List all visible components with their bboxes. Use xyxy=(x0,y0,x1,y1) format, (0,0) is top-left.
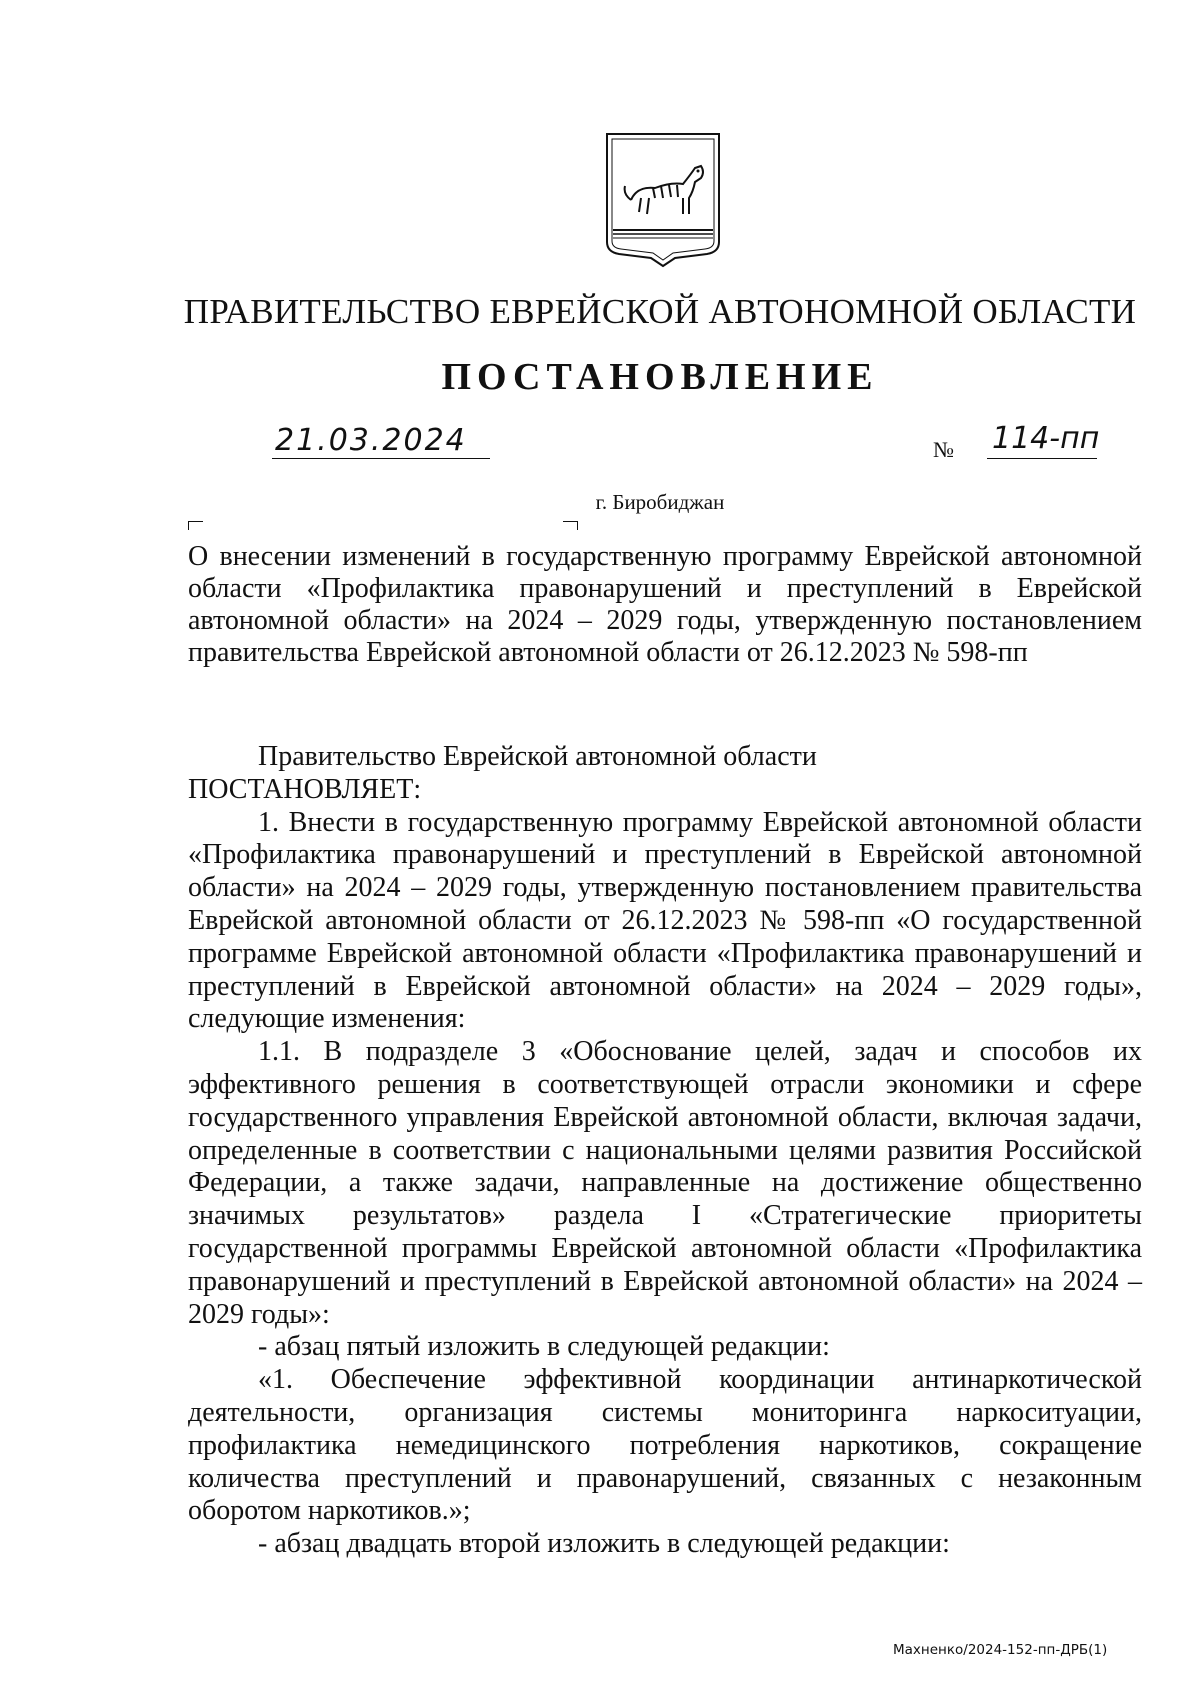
body-paragraph-quote: «1. Обеспечение эффективной координации антинаркотической деятельности, организация системы мониторинга наркоситуации, профилактика немедицинского потребления наркотиков, сокращение количества преступлений и правонарушений, связанных с незаконным оборотом наркотиков.»; xyxy=(188,1364,1142,1527)
number-label: № xyxy=(933,437,954,462)
subject-corner-right xyxy=(563,521,578,530)
body-intro: Правительство Еврейской автономной области xyxy=(258,741,817,772)
document-body xyxy=(188,741,1142,1561)
body-resolves: ПОСТАНОВЛЯЕТ: xyxy=(188,773,422,805)
subject-corner-left xyxy=(188,521,203,530)
number-underline xyxy=(987,458,1097,459)
document-number: 114-пп xyxy=(992,421,1100,456)
body-paragraph-twenty-second: - абзац двадцать второй изложить в следующей редакции: xyxy=(258,1528,950,1560)
document-date: 21.03.2024 xyxy=(275,423,467,458)
government-title: ПРАВИТЕЛЬСТВО ЕВРЕЙСКОЙ АВТОНОМНОЙ ОБЛАСТИ xyxy=(183,292,1137,331)
document-type-title: ПОСТАНОВЛЕНИЕ xyxy=(441,356,879,398)
document-city: г. Биробиджан xyxy=(595,490,725,514)
document-subject: О внесении изменений в государственную программу Еврейской автономной области «Профилактика правонарушений и преступлений в Еврейской автономной области» на 2024 – 2029 годы, утвержденную постановлением правительства Еврейской автономной области от 26.12.2023 № 598-пп xyxy=(188,541,1142,668)
footer-reference: Махненко/2024-152-пп-ДРБ(1) xyxy=(893,1642,1108,1658)
date-underline xyxy=(272,458,490,459)
body-paragraph-1-1: 1.1. В подразделе 3 «Обоснование целей, задач и способов их эффективного решения в соответствующей отрасли экономики и сфере государственного управления Еврейской автономной области, включая задачи, определенные в соответствии с национальными целями развития Российской Федерации, а также задачи, направленные на достижение общественно значимых результатов» раздела I «Стратегические приоритеты государственной программы Еврейской автономной области «Профилактика правонарушений и преступлений в Еврейской автономной области» на 2024 – 2029 годы»: xyxy=(188,1036,1142,1330)
body-paragraph-fifth: - абзац пятый изложить в следующей редакции: xyxy=(258,1331,830,1363)
coat-of-arms-tiger-icon xyxy=(603,130,723,270)
body-paragraph-1: 1. Внести в государственную программу Еврейской автономной области «Профилактика правонарушений и преступлений в Еврейской автономной области» на 2024 – 2029 годы, утвержденную постановлением правительства Еврейской автономной области от 26.12.2023 № 598-пп «О государственной программе Еврейской автономной области «Профилактика правонарушений и преступлений в Еврейской автономной области» на 2024 – 2029 годы», следующие изменения: xyxy=(188,806,1142,1035)
